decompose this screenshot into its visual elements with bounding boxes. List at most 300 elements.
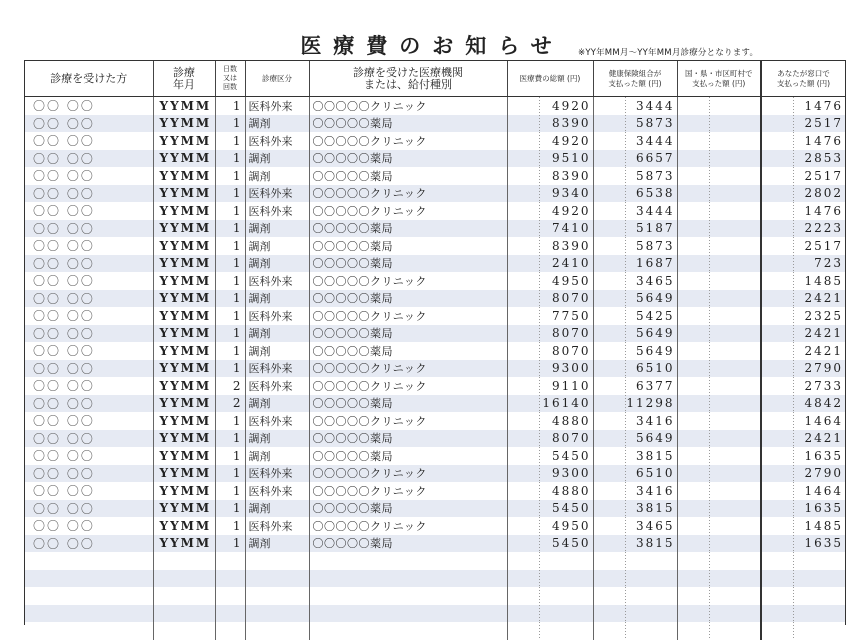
cell-you-paid: 1635 [761,535,845,553]
cell-insurer-paid: 5649 [593,325,677,343]
cell-category: 調剤 [245,447,309,465]
cell-you-paid: 2421 [761,290,845,308]
cell-institution: 〇〇〇〇〇クリニック [309,185,507,203]
cell-patient-name: 〇〇 〇〇 [25,430,153,448]
cell-total: 8070 [507,342,593,360]
cell-you-paid: 1485 [761,517,845,535]
cell-category: 医科外来 [245,307,309,325]
cell-days: 1 [215,325,245,343]
cell-public-paid [677,605,761,623]
cell-patient-name: 〇〇 〇〇 [25,377,153,395]
cell-total: 8390 [507,167,593,185]
cell-insurer-paid: 6510 [593,465,677,483]
cell-patient-name [25,605,153,623]
cell-public-paid [677,517,761,535]
cell-public-paid [677,167,761,185]
cell-year-month: YYMM [153,325,215,343]
cell-year-month: YYMM [153,272,215,290]
cell-public-paid [677,325,761,343]
cell-days: 1 [215,167,245,185]
cell-insurer-paid: 6538 [593,185,677,203]
cell-institution: 〇〇〇〇〇薬局 [309,255,507,273]
cell-institution: 〇〇〇〇〇薬局 [309,167,507,185]
cell-year-month: YYMM [153,517,215,535]
cell-total: 9340 [507,185,593,203]
cell-category [245,552,309,570]
header-patient: 診療を受けた方 [25,61,153,97]
cell-institution: 〇〇〇〇〇薬局 [309,237,507,255]
cell-category: 医科外来 [245,132,309,150]
cell-year-month: YYMM [153,237,215,255]
cell-total: 8070 [507,290,593,308]
cell-you-paid: 2421 [761,430,845,448]
cell-days: 1 [215,272,245,290]
medical-expense-sheet [24,60,846,625]
cell-category: 医科外来 [245,377,309,395]
cell-category: 調剤 [245,237,309,255]
cell-public-paid [677,535,761,553]
cell-you-paid [761,587,845,605]
cell-you-paid: 2733 [761,377,845,395]
header-insurer-paid: 健康保険組合が 支払った額 (円) [593,61,677,97]
cell-total: 4920 [507,202,593,220]
cell-total: 4880 [507,412,593,430]
cell-year-month [153,587,215,605]
cell-year-month: YYMM [153,132,215,150]
cell-total [507,552,593,570]
table-row [25,482,845,500]
cell-year-month [153,622,215,640]
cell-insurer-paid: 5873 [593,237,677,255]
cell-patient-name: 〇〇 〇〇 [25,290,153,308]
cell-institution: 〇〇〇〇〇クリニック [309,482,507,500]
cell-category: 調剤 [245,395,309,413]
header-institution: 診療を受けた医療機関 または、給付種別 [309,61,507,97]
cell-days: 1 [215,307,245,325]
cell-you-paid: 2223 [761,220,845,238]
cell-public-paid [677,150,761,168]
cell-patient-name: 〇〇 〇〇 [25,202,153,220]
cell-patient-name: 〇〇 〇〇 [25,167,153,185]
table-row [25,395,845,413]
cell-you-paid: 2325 [761,307,845,325]
header-days: 日数 又は 回数 [215,61,245,97]
table-row [25,465,845,483]
cell-public-paid [677,97,761,115]
cell-institution [309,570,507,588]
cell-patient-name: 〇〇 〇〇 [25,412,153,430]
cell-you-paid: 2790 [761,360,845,378]
cell-year-month: YYMM [153,377,215,395]
table-row [25,255,845,273]
cell-total: 8390 [507,115,593,133]
header-public-paid: 国・県・市区町村で 支払った額 (円) [677,61,761,97]
cell-insurer-paid [593,605,677,623]
cell-year-month: YYMM [153,447,215,465]
cell-institution: 〇〇〇〇〇薬局 [309,325,507,343]
cell-total: 9110 [507,377,593,395]
cell-days: 1 [215,412,245,430]
cell-patient-name: 〇〇 〇〇 [25,395,153,413]
cell-total: 4950 [507,517,593,535]
cell-year-month: YYMM [153,97,215,115]
table-row [25,587,845,605]
cell-category: 調剤 [245,150,309,168]
table-row [25,360,845,378]
cell-public-paid [677,570,761,588]
cell-you-paid: 1635 [761,500,845,518]
cell-category: 調剤 [245,290,309,308]
table-row [25,535,845,553]
cell-category: 調剤 [245,342,309,360]
cell-you-paid: 1476 [761,132,845,150]
cell-you-paid [761,605,845,623]
cell-insurer-paid: 3465 [593,272,677,290]
cell-insurer-paid: 6377 [593,377,677,395]
table-row [25,290,845,308]
cell-category: 医科外来 [245,97,309,115]
cell-public-paid [677,220,761,238]
cell-public-paid [677,237,761,255]
table-row [25,412,845,430]
cell-days: 1 [215,430,245,448]
cell-total: 2410 [507,255,593,273]
table-row [25,167,845,185]
cell-total: 4920 [507,132,593,150]
cell-insurer-paid: 3444 [593,97,677,115]
cell-year-month: YYMM [153,167,215,185]
cell-you-paid: 1464 [761,412,845,430]
cell-institution: 〇〇〇〇〇クリニック [309,132,507,150]
cell-category: 調剤 [245,535,309,553]
cell-category [245,587,309,605]
cell-public-paid [677,307,761,325]
cell-patient-name: 〇〇 〇〇 [25,115,153,133]
cell-patient-name: 〇〇 〇〇 [25,185,153,203]
table-row [25,605,845,623]
cell-institution: 〇〇〇〇〇薬局 [309,535,507,553]
cell-total: 8390 [507,237,593,255]
cell-institution: 〇〇〇〇〇薬局 [309,500,507,518]
cell-patient-name: 〇〇 〇〇 [25,447,153,465]
cell-insurer-paid: 6510 [593,360,677,378]
cell-you-paid: 4842 [761,395,845,413]
cell-insurer-paid: 5873 [593,115,677,133]
cell-insurer-paid: 3416 [593,412,677,430]
cell-public-paid [677,412,761,430]
cell-total: 8070 [507,430,593,448]
cell-year-month: YYMM [153,202,215,220]
cell-days [215,587,245,605]
cell-total: 7410 [507,220,593,238]
cell-year-month: YYMM [153,465,215,483]
cell-year-month: YYMM [153,500,215,518]
cell-institution [309,552,507,570]
cell-total [507,605,593,623]
cell-insurer-paid: 5649 [593,342,677,360]
cell-year-month: YYMM [153,395,215,413]
cell-patient-name: 〇〇 〇〇 [25,237,153,255]
cell-days: 2 [215,395,245,413]
cell-public-paid [677,272,761,290]
cell-insurer-paid: 3465 [593,517,677,535]
period-note: ※YY年MM月～YY年MM月診療分となります。 [578,48,759,58]
cell-days: 1 [215,202,245,220]
cell-year-month: YYMM [153,342,215,360]
cell-institution: 〇〇〇〇〇薬局 [309,115,507,133]
cell-public-paid [677,255,761,273]
cell-patient-name: 〇〇 〇〇 [25,535,153,553]
cell-category: 調剤 [245,500,309,518]
cell-year-month [153,570,215,588]
cell-institution: 〇〇〇〇〇クリニック [309,202,507,220]
table-body [25,97,845,640]
header-you-paid: あなたが窓口で 支払った額 (円) [761,61,845,97]
cell-total [507,587,593,605]
table-row [25,237,845,255]
cell-public-paid [677,360,761,378]
cell-public-paid [677,587,761,605]
cell-total: 9300 [507,465,593,483]
cell-patient-name: 〇〇 〇〇 [25,325,153,343]
cell-institution: 〇〇〇〇〇クリニック [309,517,507,535]
cell-patient-name: 〇〇 〇〇 [25,220,153,238]
cell-you-paid: 2421 [761,325,845,343]
cell-category: 調剤 [245,115,309,133]
cell-you-paid: 2421 [761,342,845,360]
table-row [25,377,845,395]
cell-category: 医科外来 [245,202,309,220]
cell-days [215,622,245,640]
cell-days: 1 [215,132,245,150]
cell-insurer-paid: 1687 [593,255,677,273]
cell-you-paid [761,552,845,570]
table-row [25,132,845,150]
document-title: 医療費のお知らせ [300,34,564,58]
table-row [25,552,845,570]
cell-insurer-paid: 5873 [593,167,677,185]
cell-institution: 〇〇〇〇〇薬局 [309,290,507,308]
cell-days: 1 [215,237,245,255]
cell-category: 医科外来 [245,412,309,430]
header-category: 診療区分 [245,61,309,97]
cell-public-paid [677,447,761,465]
cell-you-paid: 2517 [761,237,845,255]
cell-you-paid: 723 [761,255,845,273]
cell-you-paid: 1485 [761,272,845,290]
cell-days: 1 [215,465,245,483]
cell-category: 医科外来 [245,465,309,483]
cell-institution: 〇〇〇〇〇クリニック [309,97,507,115]
cell-days [215,552,245,570]
cell-days: 1 [215,342,245,360]
cell-institution: 〇〇〇〇〇クリニック [309,272,507,290]
cell-insurer-paid: 5649 [593,290,677,308]
cell-days [215,570,245,588]
cell-patient-name: 〇〇 〇〇 [25,482,153,500]
cell-days: 1 [215,447,245,465]
cell-public-paid [677,552,761,570]
cell-institution: 〇〇〇〇〇クリニック [309,360,507,378]
cell-patient-name: 〇〇 〇〇 [25,360,153,378]
cell-days: 1 [215,360,245,378]
cell-days: 1 [215,535,245,553]
cell-insurer-paid: 5649 [593,430,677,448]
cell-days: 1 [215,185,245,203]
cell-days: 1 [215,150,245,168]
cell-you-paid [761,570,845,588]
cell-category: 医科外来 [245,185,309,203]
cell-institution: 〇〇〇〇〇薬局 [309,150,507,168]
cell-total: 5450 [507,500,593,518]
cell-total: 8070 [507,325,593,343]
cell-patient-name: 〇〇 〇〇 [25,97,153,115]
cell-patient-name [25,622,153,640]
cell-category: 調剤 [245,325,309,343]
cell-you-paid: 2517 [761,115,845,133]
cell-patient-name: 〇〇 〇〇 [25,307,153,325]
cell-year-month: YYMM [153,360,215,378]
cell-patient-name: 〇〇 〇〇 [25,500,153,518]
cell-insurer-paid [593,552,677,570]
cell-institution: 〇〇〇〇〇薬局 [309,342,507,360]
cell-public-paid [677,395,761,413]
cell-days: 1 [215,290,245,308]
table-row [25,325,845,343]
cell-you-paid: 1476 [761,97,845,115]
cell-public-paid [677,115,761,133]
cell-total: 9300 [507,360,593,378]
cell-patient-name: 〇〇 〇〇 [25,150,153,168]
cell-days: 1 [215,255,245,273]
cell-institution: 〇〇〇〇〇薬局 [309,395,507,413]
cell-insurer-paid: 3815 [593,447,677,465]
cell-days: 1 [215,220,245,238]
table-row [25,430,845,448]
cell-category: 調剤 [245,220,309,238]
cell-patient-name: 〇〇 〇〇 [25,465,153,483]
cell-days: 1 [215,482,245,500]
table-row [25,307,845,325]
cell-category: 医科外来 [245,482,309,500]
table-row [25,202,845,220]
cell-category: 調剤 [245,167,309,185]
cell-category: 医科外来 [245,360,309,378]
cell-year-month: YYMM [153,255,215,273]
cell-year-month [153,605,215,623]
cell-public-paid [677,202,761,220]
cell-days [215,605,245,623]
cell-institution: 〇〇〇〇〇クリニック [309,307,507,325]
table-row [25,97,845,115]
cell-insurer-paid [593,587,677,605]
cell-total: 7750 [507,307,593,325]
cell-total: 5450 [507,447,593,465]
cell-institution: 〇〇〇〇〇薬局 [309,430,507,448]
cell-you-paid: 2517 [761,167,845,185]
cell-public-paid [677,622,761,640]
cell-institution: 〇〇〇〇〇クリニック [309,465,507,483]
cell-patient-name: 〇〇 〇〇 [25,272,153,290]
cell-year-month: YYMM [153,535,215,553]
cell-category [245,570,309,588]
cell-category: 医科外来 [245,517,309,535]
cell-total: 4920 [507,97,593,115]
cell-patient-name: 〇〇 〇〇 [25,132,153,150]
cell-public-paid [677,342,761,360]
table-row [25,150,845,168]
cell-year-month: YYMM [153,185,215,203]
cell-insurer-paid [593,622,677,640]
cell-public-paid [677,185,761,203]
cell-institution: 〇〇〇〇〇薬局 [309,447,507,465]
cell-insurer-paid: 3815 [593,535,677,553]
cell-year-month: YYMM [153,115,215,133]
cell-category [245,622,309,640]
cell-patient-name: 〇〇 〇〇 [25,342,153,360]
table-row [25,500,845,518]
cell-you-paid: 1635 [761,447,845,465]
cell-category: 調剤 [245,255,309,273]
cell-public-paid [677,482,761,500]
cell-patient-name: 〇〇 〇〇 [25,255,153,273]
table-row [25,272,845,290]
cell-public-paid [677,290,761,308]
cell-public-paid [677,465,761,483]
cell-year-month: YYMM [153,412,215,430]
cell-public-paid [677,132,761,150]
cell-insurer-paid [593,570,677,588]
cell-insurer-paid: 5425 [593,307,677,325]
cell-year-month: YYMM [153,290,215,308]
cell-total [507,570,593,588]
cell-patient-name [25,552,153,570]
cell-you-paid: 2853 [761,150,845,168]
cell-days: 1 [215,115,245,133]
cell-institution: 〇〇〇〇〇クリニック [309,377,507,395]
table-row [25,570,845,588]
cell-institution [309,622,507,640]
cell-institution [309,587,507,605]
table-row [25,517,845,535]
cell-institution [309,605,507,623]
cell-public-paid [677,430,761,448]
cell-total: 4880 [507,482,593,500]
cell-you-paid: 2790 [761,465,845,483]
cell-insurer-paid: 3815 [593,500,677,518]
cell-patient-name [25,587,153,605]
cell-institution: 〇〇〇〇〇クリニック [309,412,507,430]
cell-insurer-paid: 3444 [593,132,677,150]
cell-you-paid: 2802 [761,185,845,203]
cell-total [507,622,593,640]
cell-year-month: YYMM [153,220,215,238]
header-year-month: 診療 年月 [153,61,215,97]
table-row [25,185,845,203]
cell-institution: 〇〇〇〇〇薬局 [309,220,507,238]
cell-you-paid: 1476 [761,202,845,220]
cell-patient-name [25,570,153,588]
header-total: 医療費の総額 (円) [507,61,593,97]
cell-category: 調剤 [245,430,309,448]
cell-insurer-paid: 3416 [593,482,677,500]
cell-you-paid: 1464 [761,482,845,500]
cell-total: 9510 [507,150,593,168]
cell-category [245,605,309,623]
cell-insurer-paid: 6657 [593,150,677,168]
cell-patient-name: 〇〇 〇〇 [25,517,153,535]
cell-days: 2 [215,377,245,395]
